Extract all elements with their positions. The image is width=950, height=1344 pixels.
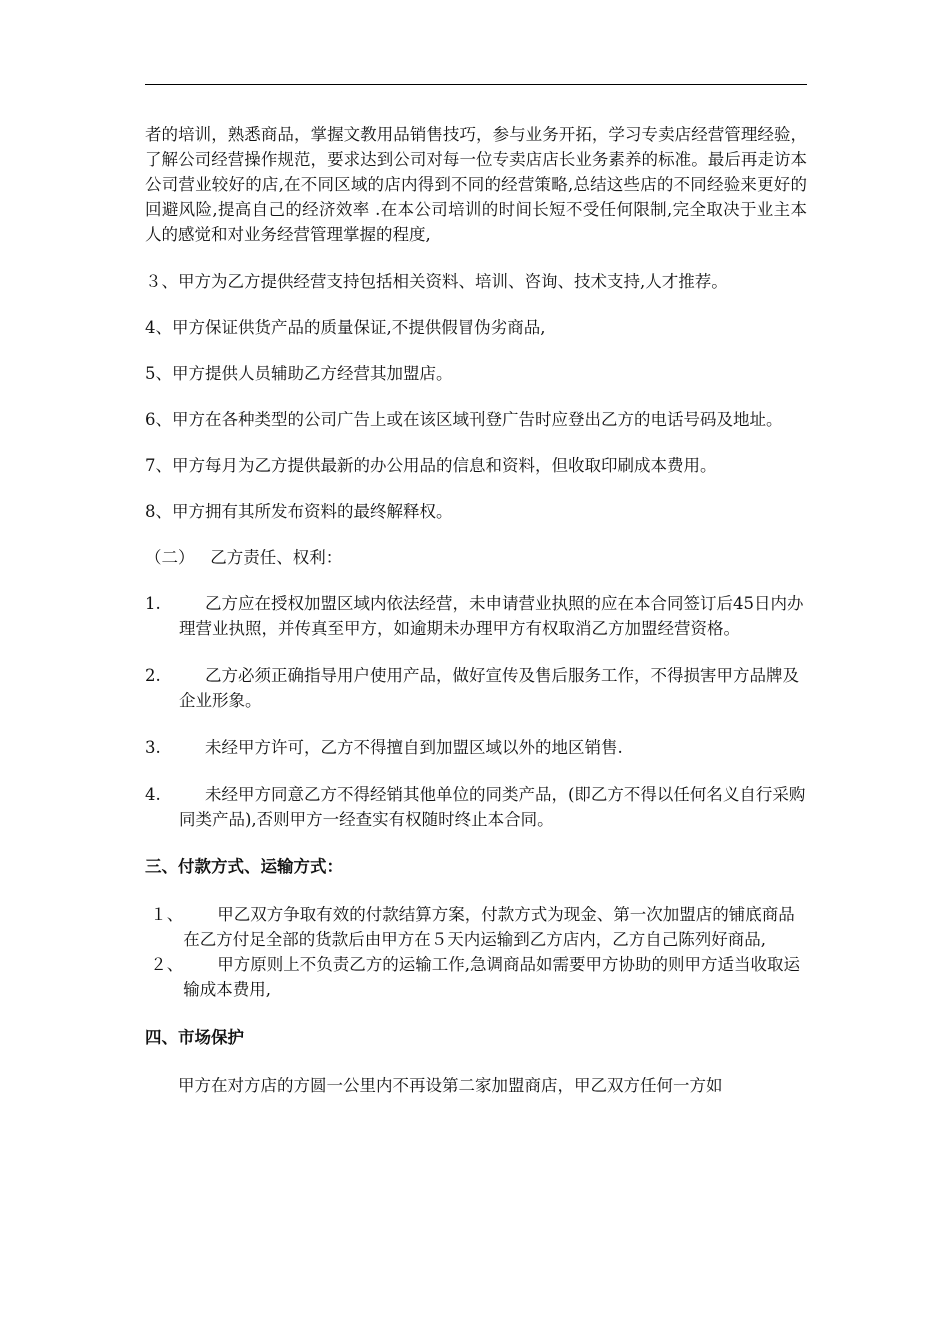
list-item [145, 269, 807, 294]
list-item [145, 782, 807, 832]
section-heading: 三、付款方式、运输方式： [145, 857, 343, 876]
item-text: 乙方必须正确指导用户使用产品，做好宣传及售后服务工作，不得损害甲方品牌及企业形象。 [179, 666, 799, 710]
document-body [145, 122, 807, 1098]
item-number: ２、 [145, 955, 184, 974]
item-text: 甲方提供人员辅助乙方经营其加盟店。 [172, 364, 453, 383]
party-a-list [145, 269, 807, 524]
item-number: 4、 [145, 318, 172, 337]
payment-list [145, 902, 807, 1002]
item-text: 甲方原则上不负责乙方的运输工作,急调商品如需要甲方协助的则甲方适当收取运输成本费用, [183, 955, 800, 999]
subsection-heading: （二） 乙方责任、权利： [145, 548, 343, 567]
list-item [145, 499, 807, 524]
list-item [145, 453, 807, 478]
item-number: 7、 [145, 456, 172, 475]
list-item [145, 663, 807, 713]
item-number: 8、 [145, 502, 172, 521]
item-text: 甲方每月为乙方提供最新的办公用品的信息和资料，但收取印刷成本费用。 [172, 456, 717, 475]
item-text: 甲乙双方争取有效的付款结算方案，付款方式为现金、第一次加盟店的铺底商品在乙方付足全部的货款后由甲方在５天内运输到乙方店内，乙方自己陈列好商品, [183, 905, 795, 949]
list-item [145, 902, 807, 952]
list-item [145, 952, 807, 1002]
list-item [145, 407, 807, 432]
item-number: 2. [145, 666, 161, 685]
section-heading: 四、市场保护 [145, 1028, 244, 1047]
item-number: 6、 [145, 410, 172, 429]
intro-paragraph: 者的培训，熟悉商品，掌握文教用品销售技巧，参与业务开拓，学习专卖店经营管理经验，了解公司经营操作规范，要求达到公司对每一位专卖店店长业务素养的标准。最后再走访本公司营业较好的店,在不同区域的店内得到不同的经营策略,总结这些店的不同经验来更好的回避风险,提高自己的经济效率 .在本公司培训的时间长短不受任何限制,完全取决于业主本人的感觉和对业务经营管理掌握的程度, [145, 125, 807, 244]
item-text: 甲方在各种类型的公司广告上或在该区域刊登广告时应登出乙方的电话号码及地址。 [172, 410, 783, 429]
item-number: 1. [145, 594, 161, 613]
party-b-list [145, 591, 807, 832]
item-text: 未经甲方许可，乙方不得擅自到加盟区域以外的地区销售. [205, 738, 623, 757]
list-item [145, 591, 807, 641]
list-item [145, 735, 807, 760]
item-number: 5、 [145, 364, 172, 383]
item-number: ３、 [145, 272, 178, 291]
item-number: １、 [145, 905, 184, 924]
item-text: 甲方拥有其所发布资料的最终解释权。 [172, 502, 453, 521]
header-rule [145, 84, 807, 85]
item-text: 甲方保证供货产品的质量保证,不提供假冒伪劣商品, [172, 318, 546, 337]
item-text: 甲方为乙方提供经营支持包括相关资料、培训、咨询、技术支持,人才推荐。 [178, 272, 728, 291]
section-paragraph: 甲方在对方店的方圆一公里内不再设第二家加盟商店，甲乙双方任何一方如 [178, 1076, 723, 1095]
item-number: 4. [145, 785, 161, 804]
list-item [145, 361, 807, 386]
item-text: 乙方应在授权加盟区域内依法经营，未申请营业执照的应在本合同签订后45日内办理营业执照，并传真至甲方，如逾期未办理甲方有权取消乙方加盟经营资格。 [179, 594, 804, 638]
item-number: 3. [145, 738, 161, 757]
list-item [145, 315, 807, 340]
item-text: 未经甲方同意乙方不得经销其他单位的同类产品，(即乙方不得以任何名义自行采购同类产品),否则甲方一经查实有权随时终止本合同。 [179, 785, 806, 829]
